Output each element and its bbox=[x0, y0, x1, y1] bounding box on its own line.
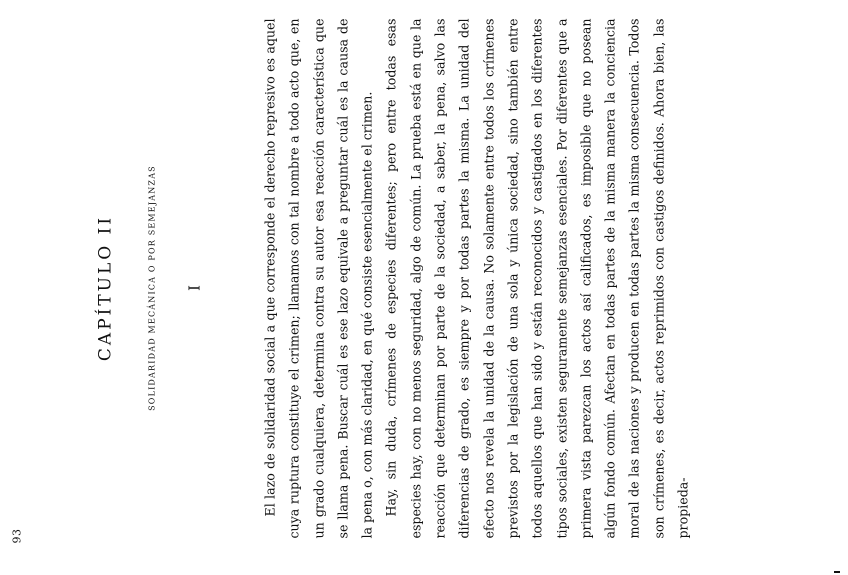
section-number: I bbox=[185, 284, 203, 291]
body-paragraph: Hay, sin duda, crímenes de especies diferentes; pero entre todas esas especies hay, con no menos seguridad, algo de común. La prueba está en que la reacción que determinan por parte de la sociedad, a saber, la pena, salvo las diferencias de grado, es siempre y por todas partes la misma. La unidad del efecto nos revela la unidad de la causa. No solamente entre todos los crímenes previstos por la legislación de una sola y única sociedad, sino también entre todos aquellos que han sido y están reconocidos y castigados en los diferentes tipos sociales, existen seguramente semejanzas esenciales. Por diferentes que a primera vista parezcan los actos así calificados, es imposible que no posean algún fondo común. Afectan en todas partes de la misma manera la conciencia moral de las naciones y producen en todas partes la misma consecuencia. Todos son crímenes, es decir, actos reprimidos con castigos definidos. Ahora bien, las propieda- bbox=[383, 18, 691, 538]
scan-edge-mark bbox=[834, 571, 840, 573]
chapter-title: CAPÍTULO II bbox=[95, 214, 115, 361]
body-text bbox=[258, 18, 695, 538]
chapter-subtitle: SOLIDARIDAD MECÁNICA O POR SEMEJANZAS bbox=[147, 164, 156, 411]
page-number: 93 bbox=[10, 528, 23, 543]
body-paragraph: El lazo de solidaridad social a que corresponde el derecho represivo es aquel cuya ruptura constituye el crimen; llamamos con tal nombre a todo acto que, en un grado cualquiera, determina contra su autor esa reacción característica que se llama pena. Buscar cuál es ese lazo equivale a preguntar cuál es la causa de la pena o, con más claridad, en qué consiste esencialmente el crimen. bbox=[262, 18, 375, 538]
